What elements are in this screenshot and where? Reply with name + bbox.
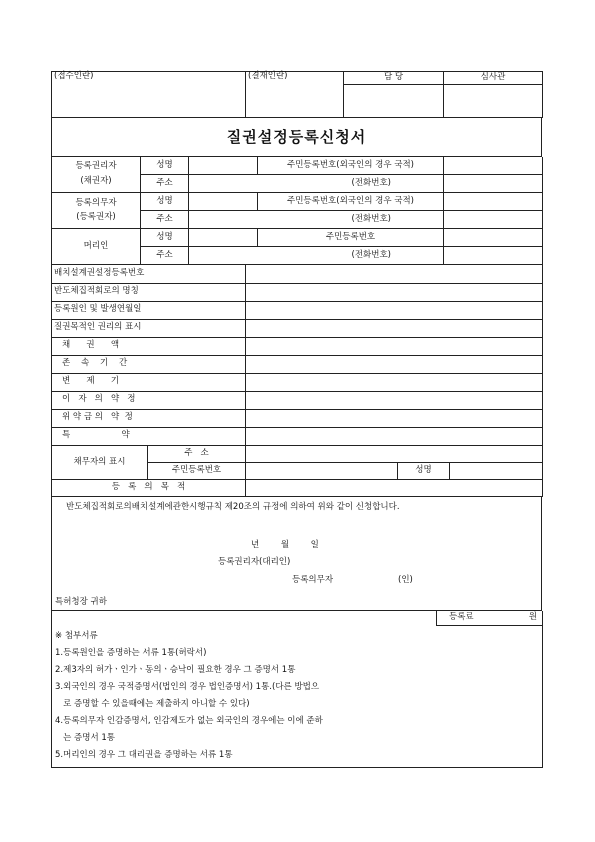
parties-table bbox=[51, 157, 543, 266]
field-label-due-date: 변 제 기 bbox=[52, 373, 246, 391]
attachment-item: 2.제3자의 허가ㆍ인가ㆍ동의ㆍ승낙이 필요한 경우 그 증명서 1통 bbox=[55, 665, 296, 675]
right-holder-address-label: 주소 bbox=[141, 175, 189, 193]
purpose-field[interactable] bbox=[246, 480, 543, 496]
approval-stamp-label: (결재인란) bbox=[248, 71, 288, 81]
right-holder-rrn-field[interactable] bbox=[444, 157, 543, 175]
field-label-circuit-name: 반도체집적회로의 명칭 bbox=[52, 283, 246, 301]
fee-field[interactable] bbox=[437, 611, 543, 626]
fee-label: 등록료 bbox=[449, 612, 474, 623]
debtor-label: 채무자의 표시 bbox=[52, 446, 148, 480]
field-duration[interactable] bbox=[246, 355, 543, 373]
right-holder-name-field[interactable] bbox=[189, 157, 258, 175]
date-line: 년 월 일 bbox=[251, 539, 319, 550]
debtor-name-field[interactable] bbox=[450, 463, 543, 480]
obligor-address-label: 주소 bbox=[141, 211, 189, 229]
details-table bbox=[51, 265, 543, 446]
declaration-text: 반도체집적회로의배치설계에관한시행규칙 제20조의 규정에 의하여 위와 같이 신청합니다. bbox=[66, 501, 400, 512]
purpose-label: 등 록 의 목 적 bbox=[52, 480, 246, 496]
seal-mark: (인) bbox=[398, 574, 413, 585]
right-holder-address-field[interactable]: (전화번호) bbox=[189, 175, 444, 193]
obligor-address-field[interactable]: (전화번호) bbox=[189, 211, 444, 229]
right-holder-name-label: 성명 bbox=[141, 157, 189, 175]
right-holder-label: 등록권리자 (채권자) bbox=[52, 157, 141, 193]
signer-obligor-label: 등록의무자 bbox=[292, 574, 334, 585]
agent-name-field[interactable] bbox=[189, 229, 258, 247]
field-interest[interactable] bbox=[246, 391, 543, 409]
obligor-name-label: 성명 bbox=[141, 193, 189, 211]
attachment-item: 로 증명할 수 있을때에는 제출하지 아니할 수 있다) bbox=[55, 699, 250, 709]
agent-address-label: 주소 bbox=[141, 247, 189, 265]
page-title: 질권설정등록신청서 bbox=[52, 118, 542, 156]
attachment-item: 5.머리인의 경우 그 대리권을 증명하는 서류 1통 bbox=[55, 750, 233, 760]
field-label-claim-amount: 채 권 액 bbox=[52, 337, 246, 355]
field-circuit-name[interactable] bbox=[246, 283, 543, 301]
attachment-item: 4.등록의무자 인감증명서, 인감제도가 없는 외국인의 경우에는 이에 준하 bbox=[55, 716, 323, 726]
field-pledged-right[interactable] bbox=[246, 319, 543, 337]
examiner-label: 심사관 bbox=[444, 72, 543, 85]
field-label-duration: 존 속 기 간 bbox=[52, 355, 246, 373]
debtor-address-label: 주 소 bbox=[148, 446, 246, 463]
stamp-table bbox=[51, 71, 543, 118]
field-penalty[interactable] bbox=[246, 409, 543, 427]
obligor-rrn-field[interactable] bbox=[444, 193, 543, 211]
declaration-block bbox=[51, 497, 542, 611]
obligor-name-field[interactable] bbox=[189, 193, 258, 211]
purpose-table bbox=[51, 480, 543, 497]
obligor-rrn-label: 주민등록번호(외국인의 경우 국적) bbox=[258, 193, 444, 211]
attachment-item: 3.외국인의 경우 국적증명서(법인의 경우 법인증명서) 1통.(다른 방법으 bbox=[55, 682, 320, 692]
agent-phone-field[interactable] bbox=[444, 247, 543, 265]
field-special-terms[interactable] bbox=[246, 427, 543, 445]
addressee: 특허청장 귀하 bbox=[55, 596, 107, 607]
agent-rrn-field[interactable] bbox=[444, 229, 543, 247]
attachment-item: 는 증명서 1통 bbox=[55, 733, 115, 743]
attachment-item: 1.등록원인을 증명하는 서류 1통(허락서) bbox=[55, 648, 207, 658]
agent-label: 머리인 bbox=[52, 229, 141, 265]
field-due-date[interactable] bbox=[246, 373, 543, 391]
examiner-box[interactable] bbox=[444, 85, 543, 118]
field-label-interest: 이 자 의 약 정 bbox=[52, 391, 246, 409]
signer-agent-label: 등록권리자(대리인) bbox=[218, 556, 291, 567]
attachments-heading: ※ 첨부서류 bbox=[55, 631, 98, 641]
approval-stamp-box bbox=[246, 72, 344, 118]
fee-unit: 원 bbox=[528, 612, 537, 623]
attachments-block bbox=[51, 611, 543, 769]
debtor-rrn-label: 주민등록번호 bbox=[148, 463, 246, 480]
application-form bbox=[51, 71, 542, 768]
right-holder-phone-field[interactable] bbox=[444, 175, 543, 193]
field-label-special-terms: 특 약 bbox=[52, 427, 246, 445]
field-claim-amount[interactable] bbox=[246, 337, 543, 355]
receipt-stamp-box bbox=[52, 72, 246, 118]
in-charge-label: 담 당 bbox=[344, 72, 444, 85]
field-cause-date[interactable] bbox=[246, 301, 543, 319]
debtor-name-label: 성명 bbox=[398, 463, 450, 480]
debtor-rrn-field[interactable] bbox=[246, 463, 398, 480]
in-charge-box[interactable] bbox=[344, 85, 444, 118]
field-label-penalty: 위 약 금 의 약 정 bbox=[52, 409, 246, 427]
obligor-label: 등록의무자 (등록권자) bbox=[52, 193, 141, 229]
field-registration-no[interactable] bbox=[246, 265, 543, 283]
field-label-registration-no: 배치설계권설정등록번호 bbox=[52, 265, 246, 283]
agent-address-field[interactable]: (전화번호) bbox=[189, 247, 444, 265]
debtor-table bbox=[51, 446, 543, 481]
receipt-stamp-label: (접수인란) bbox=[54, 71, 94, 81]
right-holder-rrn-label: 주민등록번호(외국인의 경우 국적) bbox=[258, 157, 444, 175]
field-label-pledged-right: 질권목적인 권리의 표시 bbox=[52, 319, 246, 337]
debtor-address-field[interactable] bbox=[246, 446, 543, 463]
agent-name-label: 성명 bbox=[141, 229, 189, 247]
field-label-cause-date: 등록원인 및 발생연월일 bbox=[52, 301, 246, 319]
agent-rrn-label: 주민등록번호 bbox=[258, 229, 444, 247]
obligor-phone-field[interactable] bbox=[444, 211, 543, 229]
